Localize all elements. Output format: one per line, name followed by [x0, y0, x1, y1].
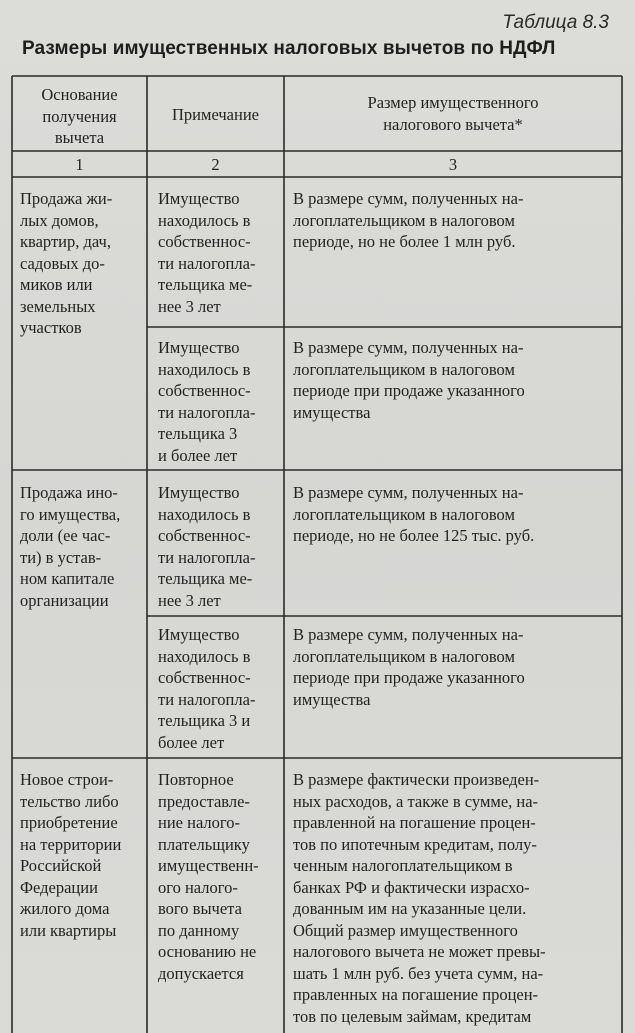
column-number-3: 3: [448, 155, 458, 174]
group-1-row-2-note: Имущество находилось в собственнос- ти налогопла- тельщика 3 и более лет: [158, 338, 256, 465]
group-2-basis: Продажа ино- го имущества, доли (ее час- ти) в устав- ном капитале организации: [20, 483, 121, 610]
group-1-basis: Продажа жи- лых домов, квартир, дач, садовых до- миков или земельных участков: [20, 189, 113, 337]
header-basis: Основание получения вычета: [41, 85, 118, 147]
header-note: Примечание: [172, 105, 259, 124]
group-2-row-1-amount: В размере сумм, полученных на- логоплательщиком в налоговом периоде, но не более 125 тыс. руб.: [293, 483, 535, 545]
group-2-row-2-amount: В размере сумм, полученных на- логоплательщиком в налоговом периоде при продаже указанного имущества: [293, 625, 525, 709]
group-1-row-2-amount: В размере сумм, полученных на- логоплательщиком в налоговом периоде при продаже указанного имущества: [293, 338, 525, 422]
group-3-row-1-note: Повторное предоставле- ние налого- плательщику имущественн- ого налого- вого вычета по данному основанию не допускается: [158, 770, 259, 983]
table-title: Размеры имущественных налоговых вычетов по НДФЛ: [22, 38, 556, 59]
header-amount: Размер имущественного налогового вычета*: [367, 93, 539, 134]
group-3-row-1-amount: В размере фактически произведен- ных расходов, а также в сумме, на- правленной на погашение процен- тов по ипотечным кредитам, полу- ченным налогоплательщиком в банках РФ и фактически израсхо- дованным им на указанные цели. Общий размер имущественного налогового вычета не может превы- шать 1 млн руб. без учета сумм, на- правленных на погашение процен- тов по целевым займам, кредитам: [293, 770, 546, 1026]
column-number-1: 1: [75, 155, 84, 174]
group-2-row-1-note: Имущество находилось в собственнос- ти налогопла- тельщика ме- нее 3 лет: [158, 483, 256, 610]
group-1-row-1-amount: В размере сумм, полученных на- логоплательщиком в налоговом периоде, но не более 1 млн руб.: [293, 189, 524, 251]
column-number-2: 2: [211, 155, 220, 174]
group-3-basis: Новое строи- тельство либо приобретение на территории Российской Федерации жилого дома или квартиры: [20, 770, 122, 940]
table-number: Таблица 8.3: [502, 12, 609, 33]
group-2-row-2-note: Имущество находилось в собственнос- ти налогопла- тельщика 3 и более лет: [158, 625, 256, 752]
group-1-row-1-note: Имущество находилось в собственнос- ти налогопла- тельщика ме- нее 3 лет: [158, 189, 256, 316]
